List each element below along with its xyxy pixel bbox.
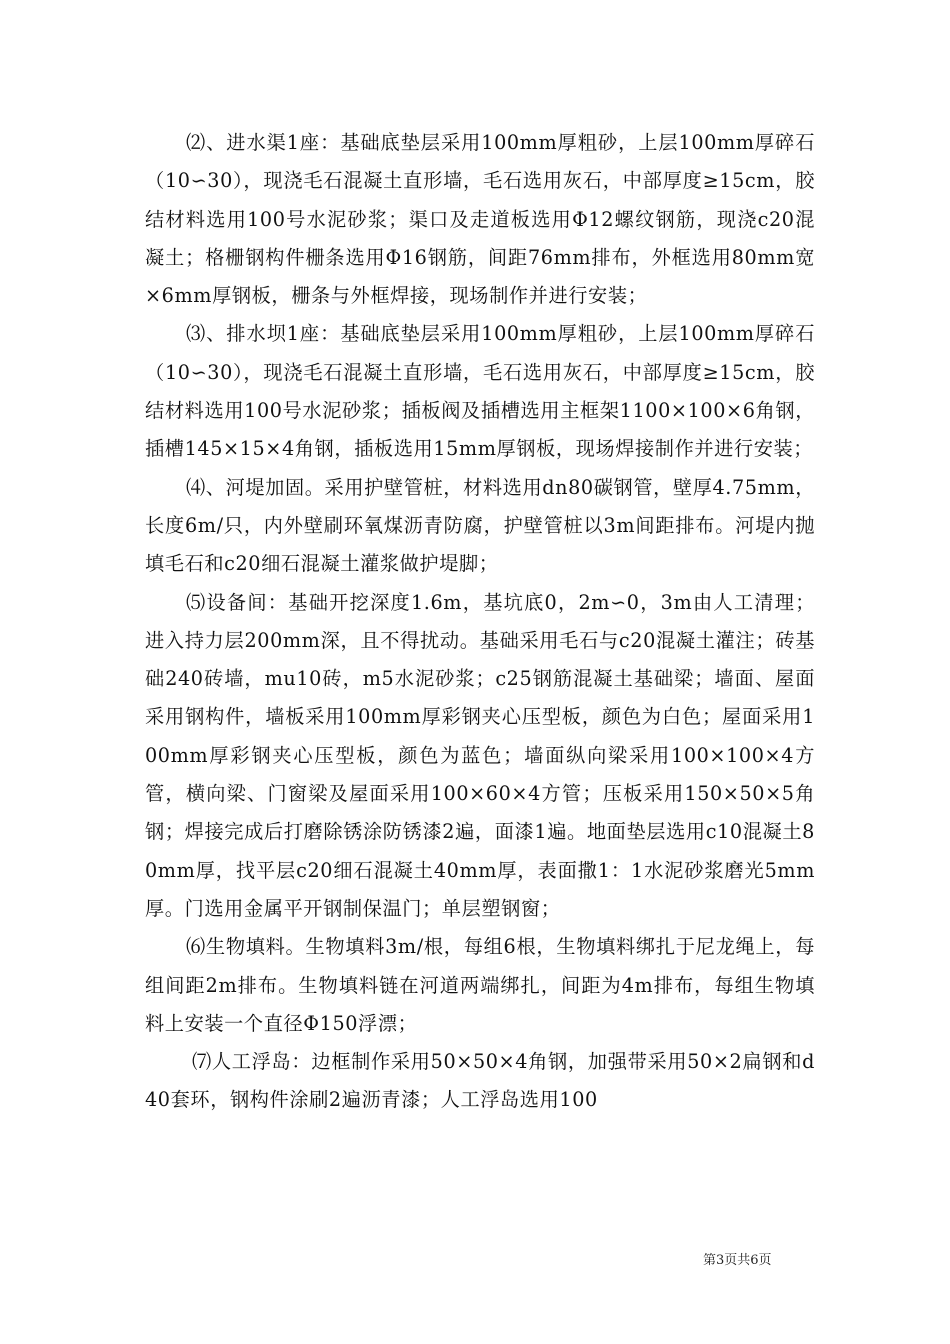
document-body (145, 124, 815, 1120)
paragraph-artificial-floating-island: ⑺人工浮岛：边框制作采用50×50×4角钢，加强带采用50×2扁钢和d40套环，钢构件涂刷2遍沥青漆；人工浮岛选用100 (145, 1050, 815, 1112)
paragraph-drainage-dam: ⑶、排水坝1座：基础底垫层采用100mm厚粗砂，上层100mm厚碎石（10∽30），现浇毛石混凝土直形墙，毛石选用灰石，中部厚度≥15cm，胶结材料选用100号水泥砂浆；插板阀及插槽选用主框架1100×100×6角钢，插槽145×15×4角钢，插板选用15mm厚钢板，现场焊接制作并进行安装； (145, 322, 815, 461)
paragraph-embankment-reinforcement: ⑷、河堤加固。采用护壁管桩，材料选用dn80碳钢管，壁厚4.75mm，长度6m/只，内外壁刷环氧煤沥青防腐，护壁管桩以3m间距排布。河堤内抛填毛石和c20细石混凝土灌浆做护堤脚； (145, 475, 815, 576)
page-number-footer: 第3页共6页 (703, 1253, 772, 1268)
paragraph-equipment-room: ⑸设备间：基础开挖深度1.6m，基坑底0，2m∽0，3m由人工清理；进入持力层200mm深，且不得扰动。基础采用毛石与c20混凝土灌注；砖基础240砖墙，mu10砖，m5水泥砂浆；c25钢筋混凝土基础梁；墙面、屋面采用钢构件，墙板采用100mm厚彩钢夹心压型板，颜色为白色；屋面采用100mm厚彩钢夹心压型板，颜色为蓝色；墙面纵向梁采用100×100×4方管，横向梁、门窗梁及屋面采用100×60×4方管；压板采用150×50×5角钢；焊接完成后打磨除锈涂防锈漆2遍，面漆1遍。地面垫层选用c10混凝土80mm厚，找平层c20细石混凝土40mm厚，表面撒1：1水泥砂浆磨光5mm厚。门选用金属平开钢制保温门；单层塑钢窗； (145, 590, 815, 920)
paragraph-biological-filler: ⑹生物填料。生物填料3m/根，每组6根，生物填料绑扎于尼龙绳上，每组间距2m排布。生物填料链在河道两端绑扎，间距为4m排布，每组生物填料上安装一个直径Φ150浮漂； (145, 935, 815, 1035)
paragraph-inlet-channel: ⑵、进水渠1座：基础底垫层采用100mm厚粗砂，上层100mm厚碎石（10∽30），现浇毛石混凝土直形墙，毛石选用灰石，中部厚度≥15cm，胶结材料选用100号水泥砂浆；渠口及走道板选用Φ12螺纹钢筋，现浇c20混凝土；格栅钢构件栅条选用Φ16钢筋，间距76mm排布，外框选用80mm宽×6mm厚钢板，栅条与外框焊接，现场制作并进行安装； (145, 131, 815, 308)
